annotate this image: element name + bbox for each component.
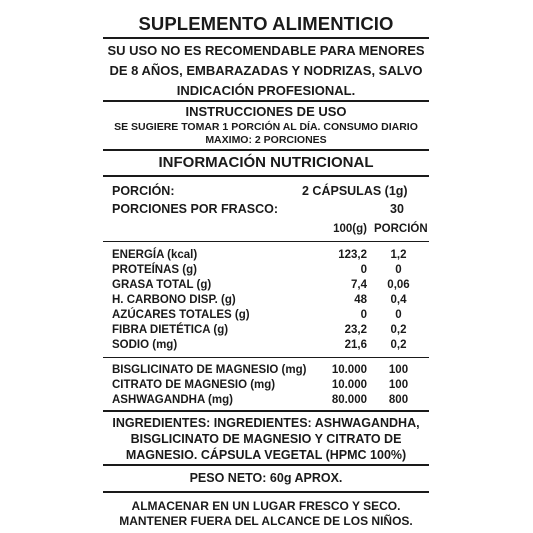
value-per-100g: 0 bbox=[360, 264, 367, 276]
table-row bbox=[112, 263, 423, 278]
value-per-portion: 0,2 bbox=[390, 324, 407, 336]
nutrient-name: PROTEÍNAS (g) bbox=[112, 264, 197, 276]
divider bbox=[103, 410, 429, 412]
value-per-portion: 0,06 bbox=[387, 279, 410, 291]
usage-warning bbox=[103, 41, 429, 101]
instructions-text bbox=[103, 121, 429, 147]
nutrient-name: ASHWAGANDHA (mg) bbox=[112, 394, 233, 406]
storage-line: ALMACENAR EN UN LUGAR FRESCO Y SECO. bbox=[131, 499, 401, 513]
table-row bbox=[112, 293, 423, 308]
nutrient-name: AZÚCARES TOTALES (g) bbox=[112, 309, 250, 321]
label-title: SUPLEMENTO ALIMENTICIO bbox=[138, 13, 394, 34]
ingredients-line: MAGNESIO. CÁPSULA VEGETAL (HPMC 100%) bbox=[125, 448, 407, 462]
nutrient-name: GRASA TOTAL (g) bbox=[112, 279, 212, 291]
table-row bbox=[112, 278, 423, 293]
ingredients-line: INGREDIENTES: INGREDIENTES: ASHWAGANDHA, bbox=[112, 416, 420, 430]
value-per-portion: 800 bbox=[388, 394, 409, 406]
divider bbox=[103, 149, 429, 151]
table-row bbox=[112, 393, 423, 408]
divider bbox=[103, 37, 429, 39]
nutrient-name: CITRATO DE MAGNESIO (mg) bbox=[112, 379, 276, 391]
instructions-title: INSTRUCCIONES DE USO bbox=[185, 104, 347, 119]
table-row bbox=[112, 378, 423, 393]
column-headers bbox=[112, 222, 428, 237]
value-per-portion: 0,2 bbox=[390, 339, 407, 351]
warning-line: DE 8 AÑOS, EMBARAZADAS Y NODRIZAS, SALVO bbox=[109, 63, 423, 78]
column-header-portion: PORCIÓN bbox=[374, 223, 428, 235]
ingredients-line: BISGLICINATO DE MAGNESIO Y CITRATO DE bbox=[130, 432, 402, 446]
value-per-100g: 48 bbox=[354, 294, 367, 306]
supplement-label bbox=[103, 0, 429, 533]
value-per-100g: 10.000 bbox=[331, 364, 367, 376]
warning-line: INDICACIÓN PROFESIONAL. bbox=[176, 83, 356, 98]
portions-per-bottle-label: PORCIONES POR FRASCO: bbox=[112, 202, 278, 216]
instructions-line: SE SUGIERE TOMAR 1 PORCIÓN AL DÍA. CONSUMO DIARIO bbox=[114, 121, 418, 133]
portion-label: PORCIÓN: bbox=[112, 184, 175, 198]
value-per-portion: 0,4 bbox=[390, 294, 407, 306]
divider bbox=[103, 464, 429, 466]
table-row bbox=[112, 323, 423, 338]
value-per-100g: 0 bbox=[360, 309, 367, 321]
storage-line: MANTENER FUERA DEL ALCANCE DE LOS NIÑOS. bbox=[119, 514, 413, 528]
table-row bbox=[112, 248, 423, 263]
divider bbox=[103, 241, 429, 242]
net-weight: PESO NETO: 60g APROX. bbox=[189, 471, 343, 485]
portion-value: 2 CÁPSULAS (1g) bbox=[302, 184, 408, 198]
value-per-portion: 100 bbox=[388, 379, 409, 391]
value-per-100g: 23,2 bbox=[344, 324, 367, 336]
value-per-portion: 0 bbox=[395, 309, 402, 321]
table-row bbox=[112, 338, 423, 353]
divider bbox=[103, 175, 429, 177]
portions-per-bottle-value: 30 bbox=[390, 202, 404, 216]
warning-line: SU USO NO ES RECOMENDABLE PARA MENORES bbox=[107, 43, 425, 58]
table-row bbox=[112, 363, 423, 378]
nutrient-name: ENERGÍA (kcal) bbox=[112, 249, 198, 261]
value-per-portion: 1,2 bbox=[390, 249, 407, 261]
value-per-portion: 0 bbox=[395, 264, 402, 276]
table-row bbox=[112, 308, 423, 323]
nutrient-name: SODIO (mg) bbox=[112, 339, 178, 351]
nutrient-name: H. CARBONO DISP. (g) bbox=[112, 294, 236, 306]
storage-instructions bbox=[103, 499, 429, 529]
portions-per-bottle-row bbox=[112, 202, 423, 217]
column-header-100g: 100(g) bbox=[333, 223, 367, 235]
instructions-line: MAXIMO: 2 PORCIONES bbox=[205, 134, 327, 146]
portion-row bbox=[112, 184, 423, 199]
divider bbox=[103, 100, 429, 102]
ingredients bbox=[103, 415, 429, 463]
nutrient-name: FIBRA DIETÉTICA (g) bbox=[112, 324, 229, 336]
nutrient-name: BISGLICINATO DE MAGNESIO (mg) bbox=[112, 364, 307, 376]
value-per-100g: 21,6 bbox=[344, 339, 367, 351]
value-per-100g: 123,2 bbox=[338, 249, 367, 261]
divider bbox=[103, 491, 429, 493]
divider bbox=[103, 357, 429, 358]
value-per-100g: 7,4 bbox=[351, 279, 367, 291]
value-per-100g: 80.000 bbox=[331, 394, 367, 406]
value-per-portion: 100 bbox=[388, 364, 409, 376]
value-per-100g: 10.000 bbox=[331, 379, 367, 391]
nutrition-title: INFORMACIÓN NUTRICIONAL bbox=[158, 154, 374, 171]
